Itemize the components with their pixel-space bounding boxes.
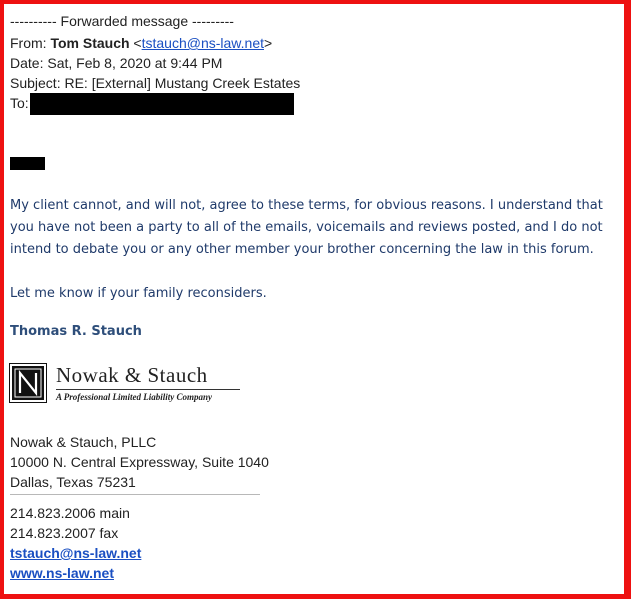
phone-main: 214.823.2006 main (10, 505, 130, 521)
redacted-greeting (10, 157, 45, 170)
sender-email-link[interactable]: tstauch@ns-law.net (141, 35, 264, 51)
signature-divider (10, 494, 260, 495)
sender-name: Tom Stauch (50, 35, 130, 51)
firm-logo-wordmark: Nowak & Stauch (56, 363, 208, 387)
from-line (10, 34, 272, 52)
forwarded-message-line: ---------- Forwarded message --------- (10, 13, 234, 29)
city-address: Dallas, Texas 75231 (10, 474, 136, 490)
subject-line: Subject: RE: [External] Mustang Creek Estates (10, 75, 301, 91)
website-link[interactable]: www.ns-law.net (10, 565, 114, 581)
message-paragraph: My client cannot, and will not, agree to these terms, for obvious reasons. I understand that you have not been a party to all of the emails, voicemails and reviews posted, and I do not intend to debate you or any other member your brother concerning the law in this forum. (10, 198, 603, 257)
from-bracket-close: > (264, 35, 273, 51)
firm-logo-mark (10, 364, 46, 402)
to-line (10, 94, 29, 112)
ns-monogram-icon (12, 366, 44, 400)
phone-fax: 214.823.2007 fax (10, 525, 119, 541)
message-closing: Let me know if your family reconsiders. (10, 286, 267, 301)
signature-email-link[interactable]: tstauch@ns-law.net (10, 545, 142, 561)
from-bracket-open: < (129, 35, 142, 51)
logo-rule (56, 389, 240, 390)
redacted-recipient (30, 93, 294, 115)
date-line: Date: Sat, Feb 8, 2020 at 9:44 PM (10, 55, 223, 71)
email-frame (4, 4, 624, 594)
firm-logo-tagline: A Professional Limited Liability Company (56, 392, 213, 402)
signature-name: Thomas R. Stauch (10, 324, 142, 339)
firm-name: Nowak & Stauch, PLLC (10, 434, 157, 450)
street-address: 10000 N. Central Expressway, Suite 1040 (10, 454, 269, 470)
to-label: To: (10, 95, 29, 111)
from-label: From: (10, 35, 51, 51)
